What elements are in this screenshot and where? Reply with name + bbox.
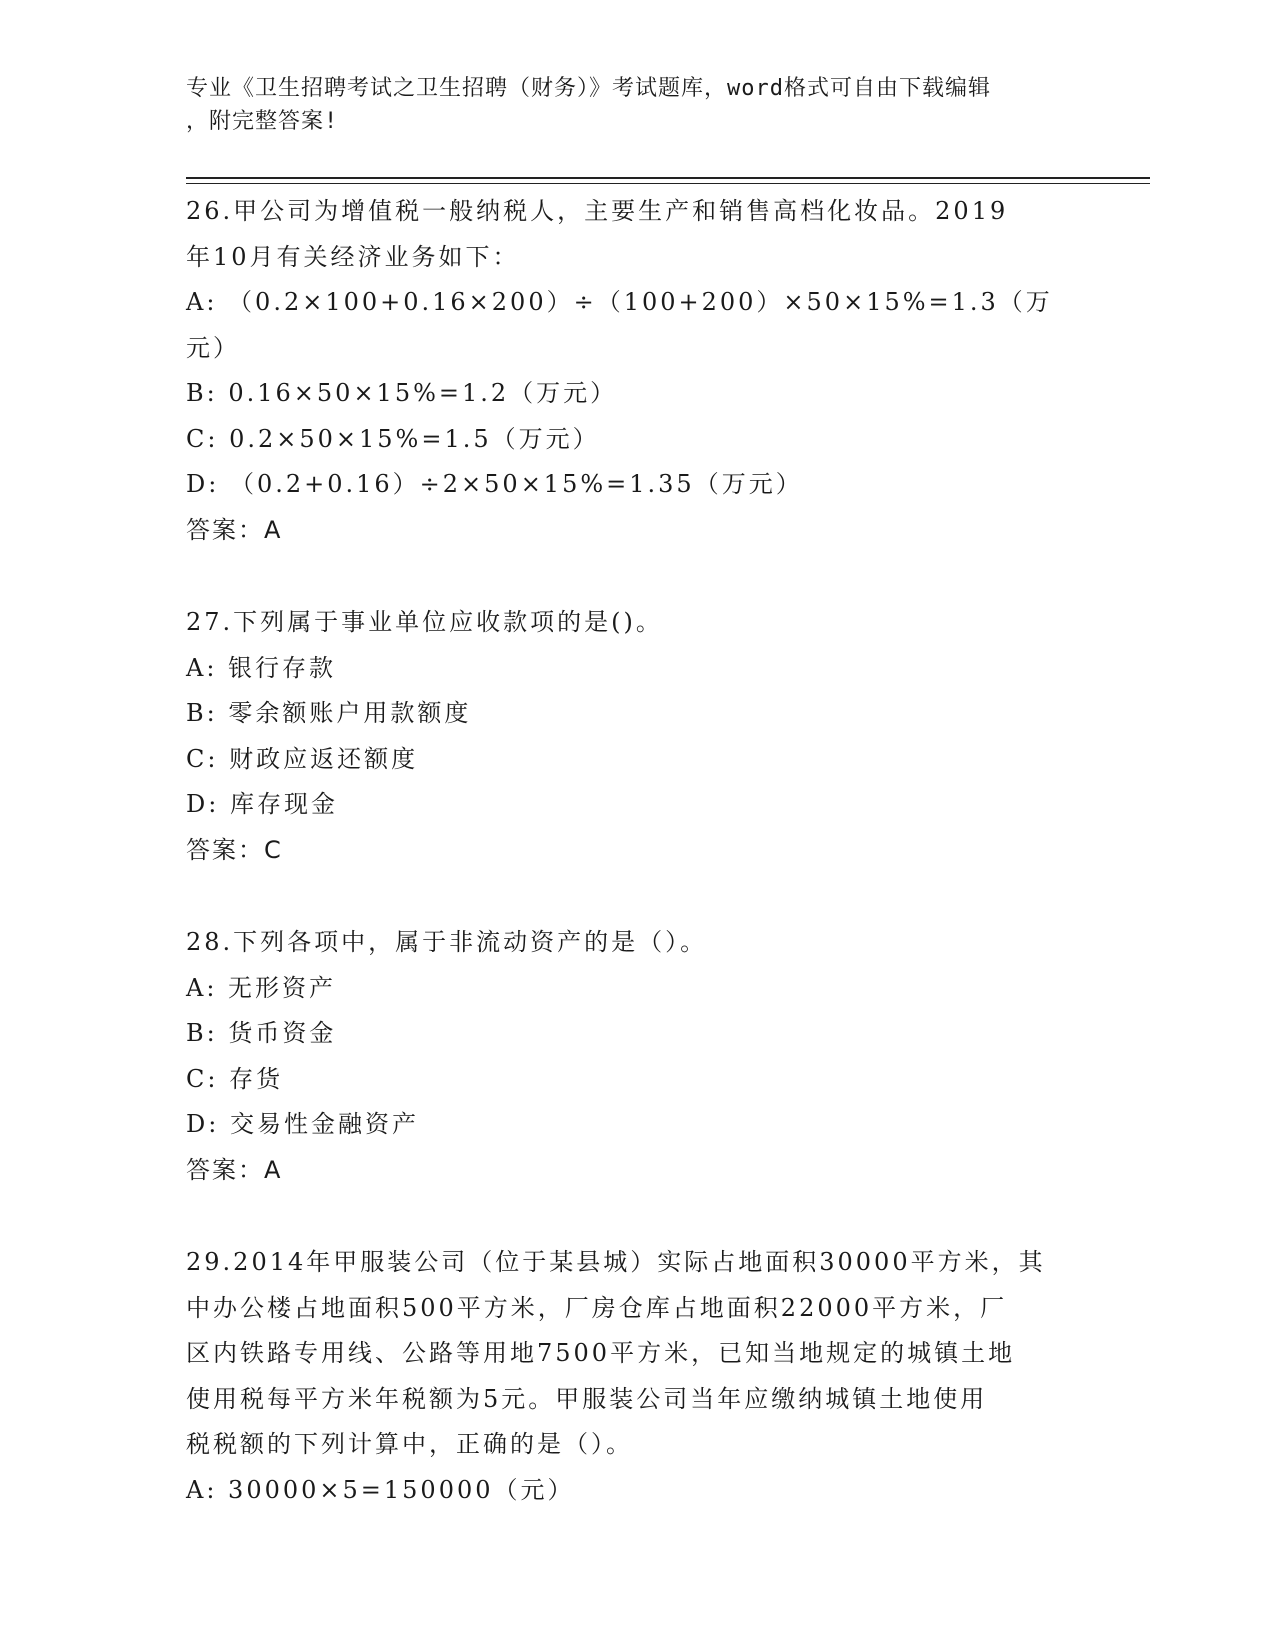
answer-line: 答案：A — [186, 1155, 283, 1184]
question-stem-line: 27.下列属于事业单位应收款项的是()。 — [186, 608, 663, 636]
question-26 — [186, 189, 1086, 553]
question-stem-line: 年10月有关经济业务如下： — [186, 242, 520, 271]
question-28 — [186, 920, 1086, 1193]
option-a: A: （0.2×100+0.16×200）÷（100+200）×50×15%=1.3（万元） — [186, 288, 1053, 362]
option-a: A: 30000×5=150000（元） — [186, 1475, 575, 1504]
option-d: D: （0.2+0.16）÷2×50×15%=1.35（万元） — [186, 470, 803, 498]
question-29 — [186, 1240, 1086, 1513]
question-stem-line: 29.2014年甲服装公司（位于某县城）实际占地面积30000平方米，其 — [186, 1248, 1046, 1276]
answer-line: 答案：A — [186, 515, 283, 544]
question-list — [186, 189, 1086, 1513]
question-stem-line: 区内铁路专用线、公路等用地7500平方米，已知当地规定的城镇土地 — [186, 1339, 1016, 1367]
header-line-1: 专业《卫生招聘考试之卫生招聘（财务）》考试题库，word格式可自由下载编辑 — [186, 76, 991, 101]
question-stem-line: 28.下列各项中，属于非流动资产的是（）。 — [186, 928, 708, 956]
option-d: D: 库存现金 — [186, 790, 338, 818]
answer-line: 答案：C — [186, 835, 283, 864]
option-c: C: 存货 — [186, 1064, 284, 1093]
document-header — [186, 72, 1066, 138]
question-stem-line: 26.甲公司为增值税一般纳税人，主要生产和销售高档化妆品。2019 — [186, 197, 1009, 225]
header-divider-thick — [186, 177, 1150, 179]
option-c: C: 财政应返还额度 — [186, 744, 419, 773]
question-27 — [186, 600, 1086, 873]
question-stem-line: 使用税每平方米年税额为5元。甲服装公司当年应缴纳城镇土地使用 — [186, 1384, 988, 1413]
header-divider-thin — [186, 183, 1150, 184]
option-b: B: 零余额账户用款额度 — [186, 699, 472, 727]
option-a: A: 银行存款 — [186, 653, 337, 682]
option-b: B: 0.16×50×15%=1.2（万元） — [186, 379, 618, 407]
option-b: B: 货币资金 — [186, 1019, 337, 1047]
header-line-2: ，附完整答案! — [186, 109, 339, 134]
question-stem-line: 税税额的下列计算中，正确的是（）。 — [186, 1430, 633, 1458]
option-c: C: 0.2×50×15%=1.5（万元） — [186, 424, 600, 453]
option-d: D: 交易性金融资产 — [186, 1110, 419, 1138]
question-stem-line: 中办公楼占地面积500平方米，厂房仓库占地面积22000平方米，厂 — [186, 1293, 1008, 1322]
option-a: A: 无形资产 — [186, 973, 337, 1002]
